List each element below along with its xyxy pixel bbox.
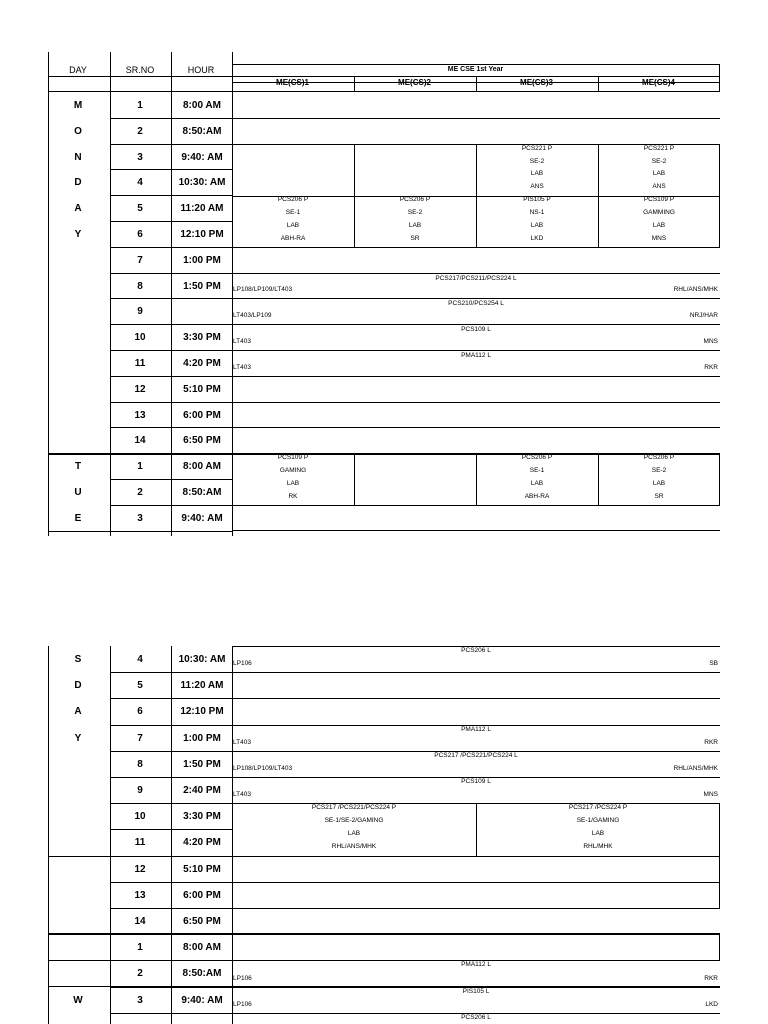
right-border xyxy=(719,64,720,92)
hour-label: 12:10 PM xyxy=(180,229,224,240)
day-separator xyxy=(48,856,720,857)
row-line xyxy=(110,273,232,274)
hour-label: 1:00 PM xyxy=(183,254,221,266)
row-line xyxy=(110,751,232,752)
row-line xyxy=(110,402,232,403)
hour-border xyxy=(171,646,172,1024)
hour-label: 6:00 PM xyxy=(183,889,221,901)
row-line xyxy=(232,1013,720,1014)
lecture-wed-2-room: LP106 xyxy=(233,974,252,982)
lab-cell-text: GAMING xyxy=(279,467,307,475)
grid-line xyxy=(719,856,720,882)
day-letter: Y xyxy=(74,229,82,240)
grid-line xyxy=(354,144,355,247)
sr-number: 10 xyxy=(134,332,146,344)
lecture-tue-8-room: LP108/LP109/LT403 xyxy=(233,765,293,772)
sr-number: 11 xyxy=(134,837,146,849)
lab-cell-text: LAB xyxy=(530,170,544,178)
day-separator xyxy=(48,933,720,935)
sr-number: 1 xyxy=(137,100,143,111)
header-day: DAY xyxy=(69,65,87,75)
row-line xyxy=(110,829,232,830)
sr-number: 14 xyxy=(134,435,146,447)
day-letter: W xyxy=(73,994,83,1006)
lab-cell-text: ANS xyxy=(652,183,666,191)
day-letter: E xyxy=(74,512,82,524)
lecture-wed-2-faculty: RKR xyxy=(704,974,718,982)
lecture-tue-9-course: PCS109 L xyxy=(461,778,491,785)
sr-number: 9 xyxy=(137,306,143,318)
sr-number: 11 xyxy=(134,358,146,369)
row-line xyxy=(110,144,232,145)
lecture-wed-3-room: LP106 xyxy=(233,1000,252,1008)
grid-line xyxy=(232,427,720,428)
hour-label: 12:10 PM xyxy=(180,706,224,718)
day-letter: O xyxy=(74,125,82,137)
lecture-tue-4-faculty: SB xyxy=(709,660,718,668)
row-line xyxy=(110,195,232,196)
row-line xyxy=(232,505,720,506)
sr-number: 13 xyxy=(134,889,146,901)
lecture-mon-11-room: LT403 xyxy=(233,363,251,371)
day-letter: A xyxy=(74,203,82,215)
hour-label: 8:50:AM xyxy=(182,125,222,137)
lab-cell-text: LAB xyxy=(530,222,544,229)
lab-cell-text: LAB xyxy=(408,222,422,229)
hour-label: 1:00 PM xyxy=(183,732,221,744)
lab-cell-text: RHL/ANS/MHK xyxy=(331,843,377,851)
hour-label: 3:30 PM xyxy=(183,811,221,823)
lab-cell-text: SE-2 xyxy=(407,209,423,217)
hour-label: 5:10 PM xyxy=(183,863,221,875)
lab-cell-text: SE-2 xyxy=(651,467,667,475)
day-letter: D xyxy=(74,177,82,189)
grid-line xyxy=(354,76,355,92)
row-line xyxy=(232,530,720,531)
lab-cell-text: SE-2 xyxy=(529,157,545,165)
hour-label: 9:40: AM xyxy=(181,994,223,1006)
lecture-tue-7-room: LT403 xyxy=(233,738,251,746)
lecture-mon-10-faculty: MNS xyxy=(703,338,718,345)
lab-cell-text: PCS109 P xyxy=(643,196,675,204)
lab-cell-text: LAB xyxy=(530,480,544,487)
lab-cell-text: SR xyxy=(410,234,420,242)
row-line xyxy=(110,698,232,699)
row-line xyxy=(232,698,720,699)
grid-line xyxy=(232,324,720,325)
header-section-1 xyxy=(232,77,353,89)
day-letter: A xyxy=(74,706,82,718)
day-letter: T xyxy=(74,461,82,473)
sr-number: 2 xyxy=(137,125,143,137)
sr-number: 6 xyxy=(137,706,143,718)
sr-number: 10 xyxy=(134,811,146,823)
hour-label: 10:30: AM xyxy=(178,654,226,665)
lecture-mon-9-room: LT403/LP109 xyxy=(233,312,272,320)
header-section-2 xyxy=(354,77,475,89)
left-border xyxy=(48,646,49,1024)
hour-label: 11:20 AM xyxy=(180,680,224,692)
lab-cell-text: LAB xyxy=(347,830,361,838)
lecture-tue-9-faculty: MNS xyxy=(703,791,718,799)
hour-label: 1:50 PM xyxy=(183,758,221,770)
sr-number: 3 xyxy=(137,151,143,163)
row-line xyxy=(232,882,720,883)
hour-label: 8:00 AM xyxy=(183,461,221,473)
lecture-tue-7-course: PMA112 L xyxy=(461,725,491,733)
sr-number: 1 xyxy=(137,942,143,954)
hour-label: 5:10 PM xyxy=(183,383,221,395)
day-letter: M xyxy=(73,100,83,111)
grid-line xyxy=(232,298,720,299)
lab-cell-text: LAB xyxy=(652,222,666,229)
row-line xyxy=(232,672,720,673)
lecture-mon-9-course: PCS210/PCS254 L xyxy=(448,300,504,308)
header-section-3 xyxy=(476,77,597,89)
grid-line xyxy=(598,76,599,92)
lab-cell-text: PCS221 P xyxy=(521,144,553,152)
lab-cell-text: LKD xyxy=(530,234,544,242)
lab-cell-text: GAMMING xyxy=(643,209,675,217)
row-line xyxy=(110,169,232,170)
sr-number: 5 xyxy=(137,680,143,692)
grid-line xyxy=(48,531,110,532)
row-line xyxy=(110,987,232,988)
sr-number: 6 xyxy=(137,229,143,240)
hour-label: 4:20 PM xyxy=(183,358,221,369)
row-line xyxy=(48,986,720,987)
row-line xyxy=(110,298,232,299)
hour-label: 11:20 AM xyxy=(180,203,224,215)
sr-number: 8 xyxy=(137,758,143,770)
lab-cell-text: PCS206 P xyxy=(521,454,553,462)
sr-number: 7 xyxy=(137,254,143,266)
lab-cell-text: LAB xyxy=(286,222,300,229)
sr-number: 3 xyxy=(137,512,143,524)
grid-line xyxy=(232,118,720,119)
row-line xyxy=(110,908,232,909)
sr-number: 13 xyxy=(134,409,146,421)
lecture-wed-4-course: PCS206 L xyxy=(461,1013,491,1021)
lab-cell-text: ABH-RA xyxy=(524,492,550,500)
lab-cell-text: SE-1/GAMING xyxy=(576,817,620,825)
header-line xyxy=(232,64,720,65)
lab-cell-text: SE-1 xyxy=(285,209,301,217)
lab-cell-text: RHL/MHK xyxy=(583,843,613,851)
hour-label: 2:40 PM xyxy=(183,785,221,796)
header-group: ME CSE 1st Year xyxy=(447,66,504,73)
grid-line xyxy=(232,376,720,377)
row-line xyxy=(110,531,232,532)
sr-number: 9 xyxy=(137,785,143,796)
lab-cell-text: PIS105 P xyxy=(523,196,551,204)
lab-cell-text: LAB xyxy=(591,830,605,838)
lab-cell-text: PCS221 P xyxy=(643,144,675,152)
lab-cell-text: LAB xyxy=(286,480,300,487)
sr-number: 5 xyxy=(137,203,143,215)
lab-cell-text: PCS206 P xyxy=(643,454,675,462)
day-letter: S xyxy=(74,654,82,665)
hour-label: 8:00 AM xyxy=(183,100,221,111)
day-letter: Y xyxy=(74,732,82,744)
day-letter: N xyxy=(74,151,82,163)
row-line xyxy=(110,427,232,428)
sr-number: 14 xyxy=(134,916,146,927)
grid-line xyxy=(354,453,355,505)
lecture-mon-9-faculty: NRJ/HAR xyxy=(689,312,718,320)
row-line xyxy=(110,221,232,222)
hour-label: 9:40: AM xyxy=(181,512,223,524)
hour-label: 10:30: AM xyxy=(178,177,226,189)
lab-cell-text: SR xyxy=(654,492,664,500)
row-line xyxy=(110,725,232,726)
srno-border xyxy=(110,646,111,1024)
lecture-tue-4-room: LP106 xyxy=(233,660,252,668)
sr-number: 7 xyxy=(137,732,143,744)
lab-cell-text: SE-2 xyxy=(651,157,667,165)
lab-cell-text: PCS217 /PCS224 P xyxy=(568,804,628,812)
hour-label: 3:30 PM xyxy=(183,332,221,344)
lecture-tue-8-course: PCS217 /PCS221/PCS224 L xyxy=(434,751,518,759)
hour-label: 4:20 PM xyxy=(183,837,221,849)
section-border xyxy=(232,52,233,536)
sr-number: 3 xyxy=(137,994,143,1006)
lecture-wed-2-course: PMA112 L xyxy=(461,961,491,969)
sr-number: 4 xyxy=(137,654,143,665)
hour-label: 8:50:AM xyxy=(182,968,222,980)
header-line xyxy=(48,91,720,92)
grid-line xyxy=(232,350,720,351)
row-line xyxy=(110,350,232,351)
row-line xyxy=(110,1013,232,1014)
hour-label: 9:40: AM xyxy=(181,151,223,163)
day-separator xyxy=(48,960,110,961)
lecture-wed-3-faculty: LKD xyxy=(705,1000,718,1008)
row-line xyxy=(110,777,232,778)
hour-label: 6:50 PM xyxy=(183,916,221,927)
lab-cell-text: PCS206 P xyxy=(277,196,309,204)
grid-line xyxy=(232,247,720,248)
lecture-mon-11-faculty: RKR xyxy=(704,363,718,371)
lab-cell-text: LAB xyxy=(652,480,666,487)
hour-label: 8:00 AM xyxy=(183,942,221,954)
row-line xyxy=(110,505,232,506)
lab-cell-text: PCS206 P xyxy=(399,196,431,204)
lab-cell-text: SE-1 xyxy=(529,467,545,475)
sr-number: 12 xyxy=(134,383,146,395)
row-line xyxy=(232,908,720,909)
lab-cell-text: NS-1 xyxy=(529,209,545,217)
lab-cell-text: LAB xyxy=(652,170,666,178)
lecture-mon-10-room: LT403 xyxy=(233,338,251,345)
lab-cell-text: MNS xyxy=(651,234,667,242)
row-line xyxy=(110,247,232,248)
sr-number: 2 xyxy=(137,968,143,980)
header-srno: SR.NO xyxy=(125,65,155,75)
grid-line xyxy=(232,402,720,403)
lecture-mon-8-room: LP108/LP109/LT403 xyxy=(233,286,293,294)
lecture-mon-10-course: PCS109 L xyxy=(461,326,491,334)
header-hour: HOUR xyxy=(187,65,215,75)
sr-number: 2 xyxy=(137,487,143,498)
lab-cell-text: ANS xyxy=(530,183,544,191)
lab-cell-text: PCS109 P xyxy=(277,454,309,462)
lecture-tue-4-course: PCS206 L xyxy=(461,647,491,654)
hour-label: 6:50 PM xyxy=(183,435,221,447)
lecture-tue-9-room: LT403 xyxy=(233,791,251,799)
grid-line xyxy=(476,76,477,92)
lab-cell-text: PCS217 /PCS221/PCS224 P xyxy=(311,804,397,812)
row-line xyxy=(110,882,232,883)
lecture-tue-8-faculty: RHL/ANS/MHK xyxy=(673,765,718,772)
hour-label: 8:50:AM xyxy=(182,487,222,498)
row-line xyxy=(110,376,232,377)
day-letter: D xyxy=(74,680,82,692)
hour-label: 6:00 PM xyxy=(183,409,221,421)
row-line xyxy=(110,118,232,119)
lecture-mon-8-faculty: RHL/ANS/MHK xyxy=(673,286,718,294)
sr-number: 12 xyxy=(134,863,146,875)
hour-label: 1:50 PM xyxy=(183,280,221,292)
lecture-mon-11-course: PMA112 L xyxy=(461,352,491,359)
lab-cell-text: SE-1/SE-2/GAMING xyxy=(324,817,384,825)
header-line xyxy=(48,76,720,77)
header-section-4 xyxy=(598,77,719,89)
lecture-tue-7-faculty: RKR xyxy=(704,738,718,746)
lecture-wed-3-course: PIS105 L xyxy=(462,987,490,995)
lab-cell-text: ABH-RA xyxy=(280,234,306,242)
grid-line xyxy=(719,934,720,960)
row-line xyxy=(110,479,232,480)
grid-line xyxy=(232,273,720,274)
row-line xyxy=(110,672,232,673)
sr-number: 4 xyxy=(137,177,143,189)
grid-line xyxy=(719,882,720,908)
lecture-mon-8-course: PCS217/PCS211/PCS224 L xyxy=(435,274,517,282)
day-letter: U xyxy=(74,487,82,498)
row-line xyxy=(110,803,232,804)
sr-number: 1 xyxy=(137,461,143,473)
row-line xyxy=(110,960,232,961)
lab-cell-text: RK xyxy=(288,492,298,500)
sr-number: 8 xyxy=(137,280,143,292)
row-line xyxy=(110,324,232,325)
